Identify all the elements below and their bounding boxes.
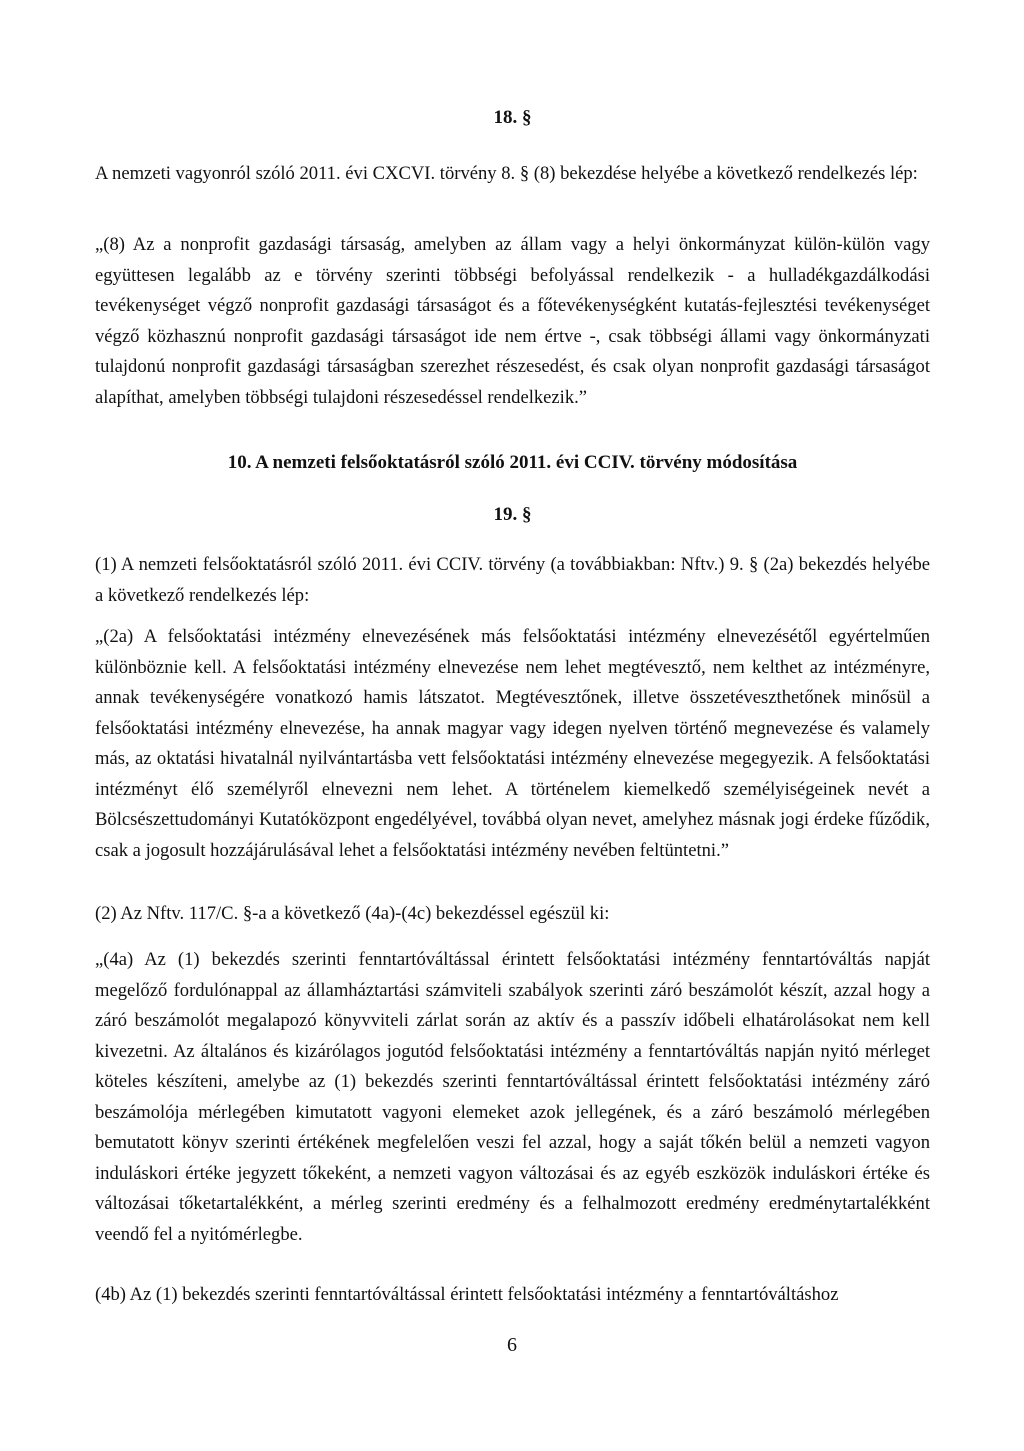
paragraph-text: A nemzeti vagyonról szóló 2011. évi CXCVI. törvény 8. § (8) bekezdése helyébe a következő rendelkezés lép: — [95, 163, 918, 184]
section-number-19: 19. § — [493, 504, 532, 525]
paragraph-quote-8 — [95, 230, 930, 413]
chapter-heading-10: 10. A nemzeti felsőoktatásról szóló 2011. évi CCIV. törvény módosítása — [227, 452, 798, 473]
paragraph-19-2 — [95, 899, 930, 930]
paragraph-text: (4b) Az (1) bekezdés szerinti fenntartóváltással érintett felsőoktatási intézmény a fenntartóváltáshoz — [95, 1284, 839, 1305]
paragraph-quote-2a — [95, 622, 930, 866]
paragraph-text: „(2a) A felsőoktatási intézmény elnevezésének más felsőoktatási intézmény elnevezésétől egyértelműen különböznie kell. A felsőoktatási intézmény elnevezése nem lehet megtévesztő, nem kelthet az intézményre, annak tevékenységére vonatkozó hamis látszatot. Megtévesztőnek, illetve összetéveszthetőnek minősül a felsőoktatási intézmény elnevezése, ha annak magyar vagy idegen nyelven történő megnevezése és valamely más, az oktatási hivatalnál nyilvántartásba vett felsőoktatási intézmény elnevezése megegyezik. A felsőoktatási intézményt élő személyről elnevezni nem lehet. A történelem kiemelkedő személyiségeinek nevét a Bölcsészettudományi Kutatóközpont engedélyével, továbbá olyan nevet, amelyhez másnak jogi érdeke fűződik, csak a jogosult hozzájárulásával lehet a felsőoktatási intézmény nevében feltüntetni.” — [95, 626, 930, 861]
paragraph-text: (1) A nemzeti felsőoktatásról szóló 2011. évi CCIV. törvény (a továbbiakban: Nftv.) 9. § (2a) bekezdés helyébe a következő rendelkezés lép: — [95, 554, 930, 606]
paragraph-text: „(4a) Az (1) bekezdés szerinti fenntartóváltással érintett felsőoktatási intézmény fenntartóváltás napját megelőző fordulónappal az államháztartási számviteli szabályok szerinti záró beszámolót készít, azzal hogy a záró beszámolót megalapozó könyvviteli zárlat során az aktív és a passzív időbeli elhatárolásokat nem kell kivezetni. Az általános és kizárólagos jogutód felsőoktatási intézmény a fenntartóváltás napján nyitó mérleget köteles készíteni, amelybe az (1) bekezdés szerinti fenntartóváltással érintett felsőoktatási intézmény záró beszámolója mérlegében kimutatott vagyoni elemeket azok jellegének, és a záró beszámoló mérlegében bemutatott könyv szerinti értékének megfelelően veszi fel azzal, hogy a saját tőkén belül a nemzeti vagyon induláskori értéke jegyzett tőkeként, a nemzeti vagyon változásai és az egyéb eszközök induláskori értéke és változásai tőketartalékként, a mérleg szerinti eredmény és a felhalmozott eredmény eredménytartalékként veendő fel a nyitómérlegbe. — [95, 949, 930, 1245]
paragraph-intro-18 — [95, 159, 930, 190]
paragraph-quote-4a — [95, 945, 930, 1250]
paragraph-text: „(8) Az a nonprofit gazdasági társaság, amelyben az állam vagy a helyi önkormányzat külön-külön vagy együttesen legalább az e törvény szerinti többségi befolyással rendelkezik - a hulladékgazdálkodási tevékenységet végző nonprofit gazdasági társaságot és a főtevékenységként kutatás-fejlesztési tevékenységet végző közhasznú nonprofit gazdasági társaságot ide nem értve -, csak többségi állami vagy önkormányzati tulajdonú nonprofit gazdasági társaságban szerezhet részesedést, és csak olyan nonprofit gazdasági társaságot alapíthat, amelyben többségi tulajdoni részesedéssel rendelkezik.” — [95, 234, 930, 408]
paragraph-text: (2) Az Nftv. 117/C. §-a a következő (4a)-(4c) bekezdéssel egészül ki: — [95, 903, 610, 924]
paragraph-19-1 — [95, 550, 930, 611]
section-number-18: 18. § — [493, 107, 532, 128]
page-number: 6 — [507, 1334, 517, 1356]
paragraph-4b — [95, 1280, 930, 1311]
